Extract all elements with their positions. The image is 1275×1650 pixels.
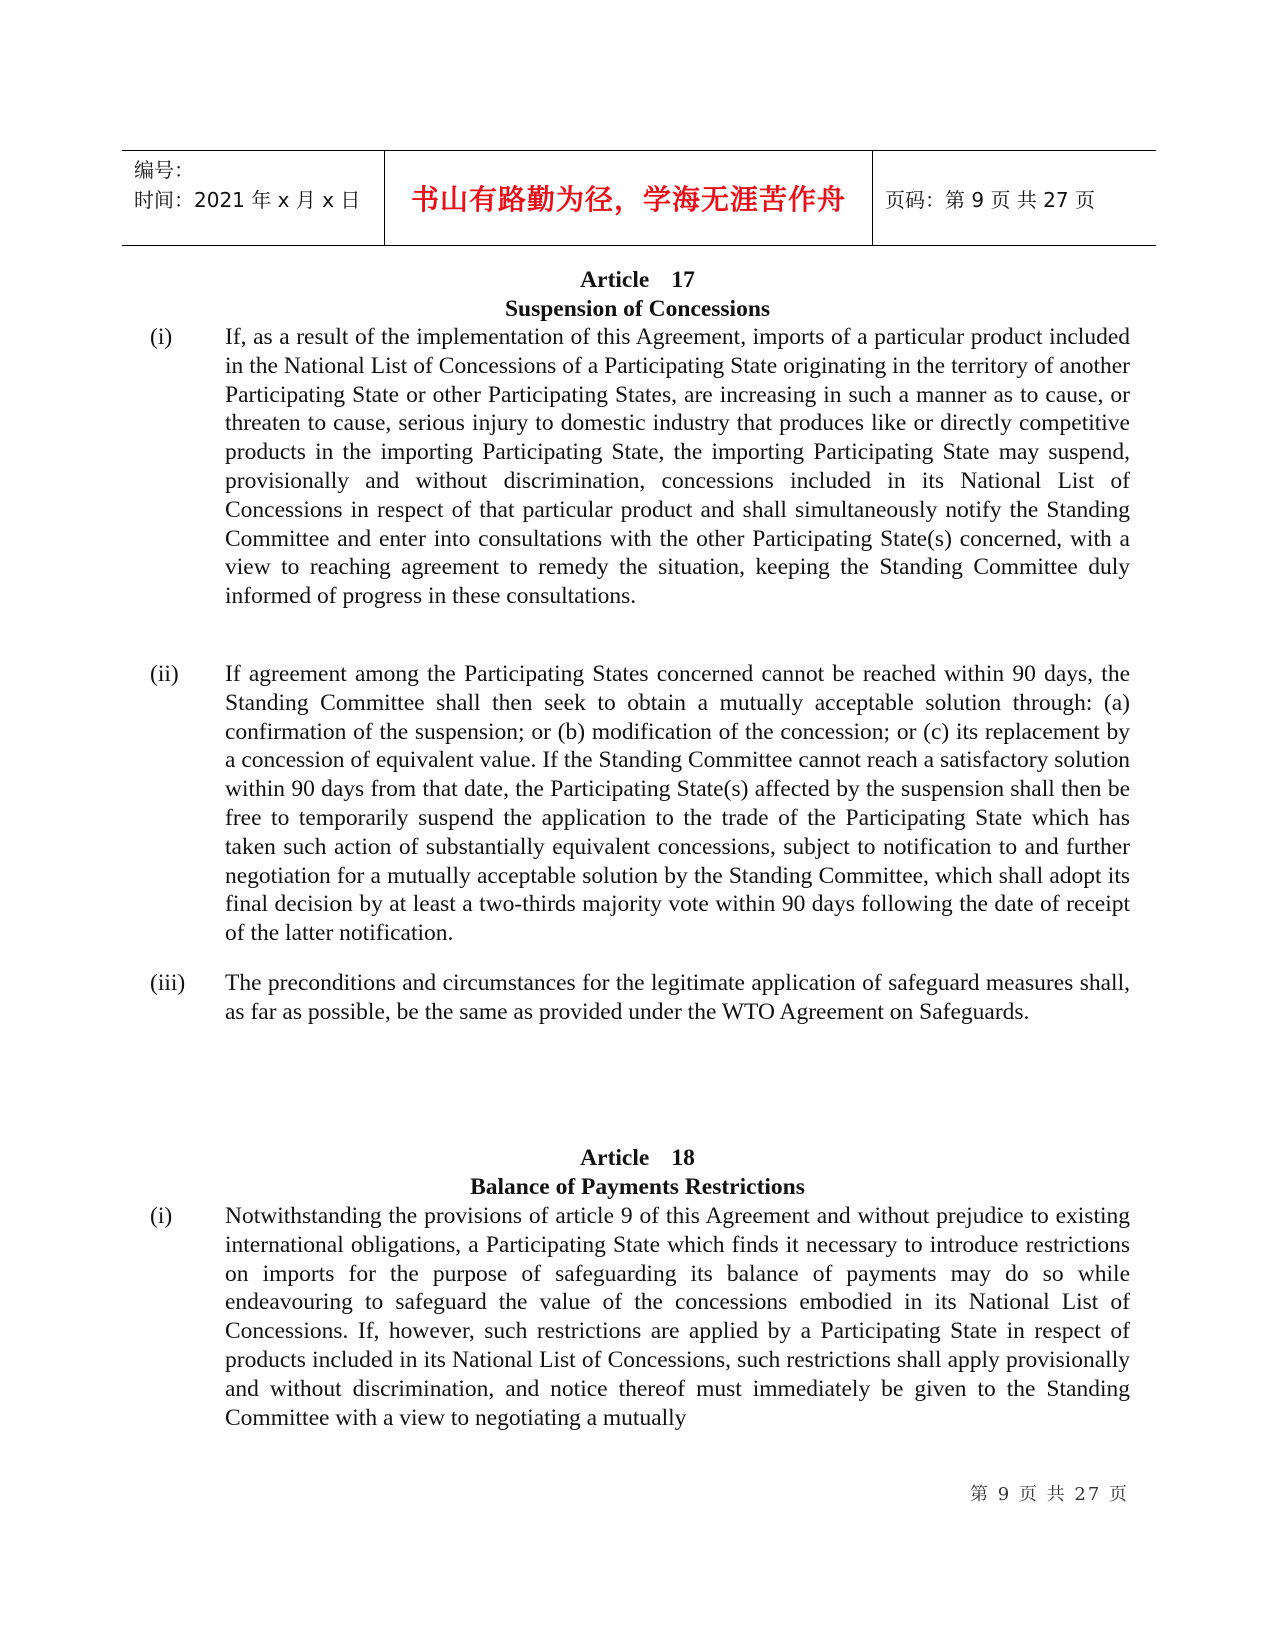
article-17-heading <box>0 266 1275 295</box>
clause-marker: (i) <box>150 1203 173 1229</box>
article-number: 18 <box>671 1145 695 1171</box>
header-page-label: 页码：第 9 页 共 27 页 <box>885 187 1095 212</box>
article-label: Article <box>580 267 650 293</box>
header-page-cell <box>873 151 1156 245</box>
page-footer: 第 9 页 共 27 页 <box>970 1484 1129 1505</box>
header-meta-cell <box>122 151 385 245</box>
clause-text: If, as a result of the implementation of this Agreement, imports of a particular product included in the National List of Concessions of a Participating State originating in the territory of another Participating State or other Participating States, are increasing in such a manner as to cause, or threaten to cause, serious injury to domestic industry that produces like or directly competitive products in the importing Participating State, the importing Participating State may suspend, provisionally and without discrimination, concessions included in its National List of Concessions in respect of that particular product and shall simultaneously notify the Standing Committee and enter into consultations with the other Participating State(s) concerned, with a view to reaching agreement to remedy the situation, keeping the Standing Committee duly informed of progress in these consultations. <box>225 324 1130 610</box>
clause-marker: (iii) <box>150 970 186 996</box>
header-motto-cell <box>385 151 873 245</box>
article-17-title: Suspension of Concessions <box>504 296 771 322</box>
serial-label: 编号： <box>134 158 194 182</box>
header-motto: 书山有路勤为径，学海无涯苦作舟 <box>410 183 846 216</box>
page-header <box>122 150 1156 246</box>
clause-marker: (ii) <box>150 661 179 687</box>
article-label: Article <box>580 1145 650 1171</box>
article-18-title: Balance of Payments Restrictions <box>470 1174 805 1200</box>
article-18-heading <box>0 1144 1275 1173</box>
article-number: 17 <box>671 267 695 293</box>
time-label: 时间：2021 年 x 月 x 日 <box>134 188 361 212</box>
clause-text: Notwithstanding the provisions of article 9 of this Agreement and without prejudice to existing international obligations, a Participating State which finds it necessary to introduce restrictions on imports for the purpose of safeguarding its balance of payments may do so while endeavouring to safeguard the value of the concessions embodied in its National List of Concessions. If, however, such restrictions are applied by a Participating State in respect of products included in its National List of Concessions, such restrictions shall apply provisionally and without discrimination, and notice thereof must immediately be given to the Standing Committee with a view to negotiating a mutually <box>225 1203 1130 1431</box>
clause-marker: (i) <box>150 324 173 350</box>
clause-text: The preconditions and circumstances for the legitimate application of safeguard measures shall, as far as possible, be the same as provided under the WTO Agreement on Safeguards. <box>225 970 1130 1025</box>
clause-text: If agreement among the Participating States concerned cannot be reached within 90 days, the Standing Committee shall then seek to obtain a mutually acceptable solution through: (a) confirmation of the suspension; or (b) modification of the concession; or (c) its replacement by a concession of equivalent value. If the Standing Committee cannot reach a satisfactory solution within 90 days from that date, the Participating State(s) affected by the suspension shall then be free to temporarily suspend the application to the trade of the Participating State which has taken such action of substantially equivalent concessions, subject to notification to and further negotiation for a mutually acceptable solution by the Standing Committee, which shall adopt its final decision by at least a two-thirds majority vote within 90 days following the date of receipt of the latter notification. <box>225 661 1130 947</box>
